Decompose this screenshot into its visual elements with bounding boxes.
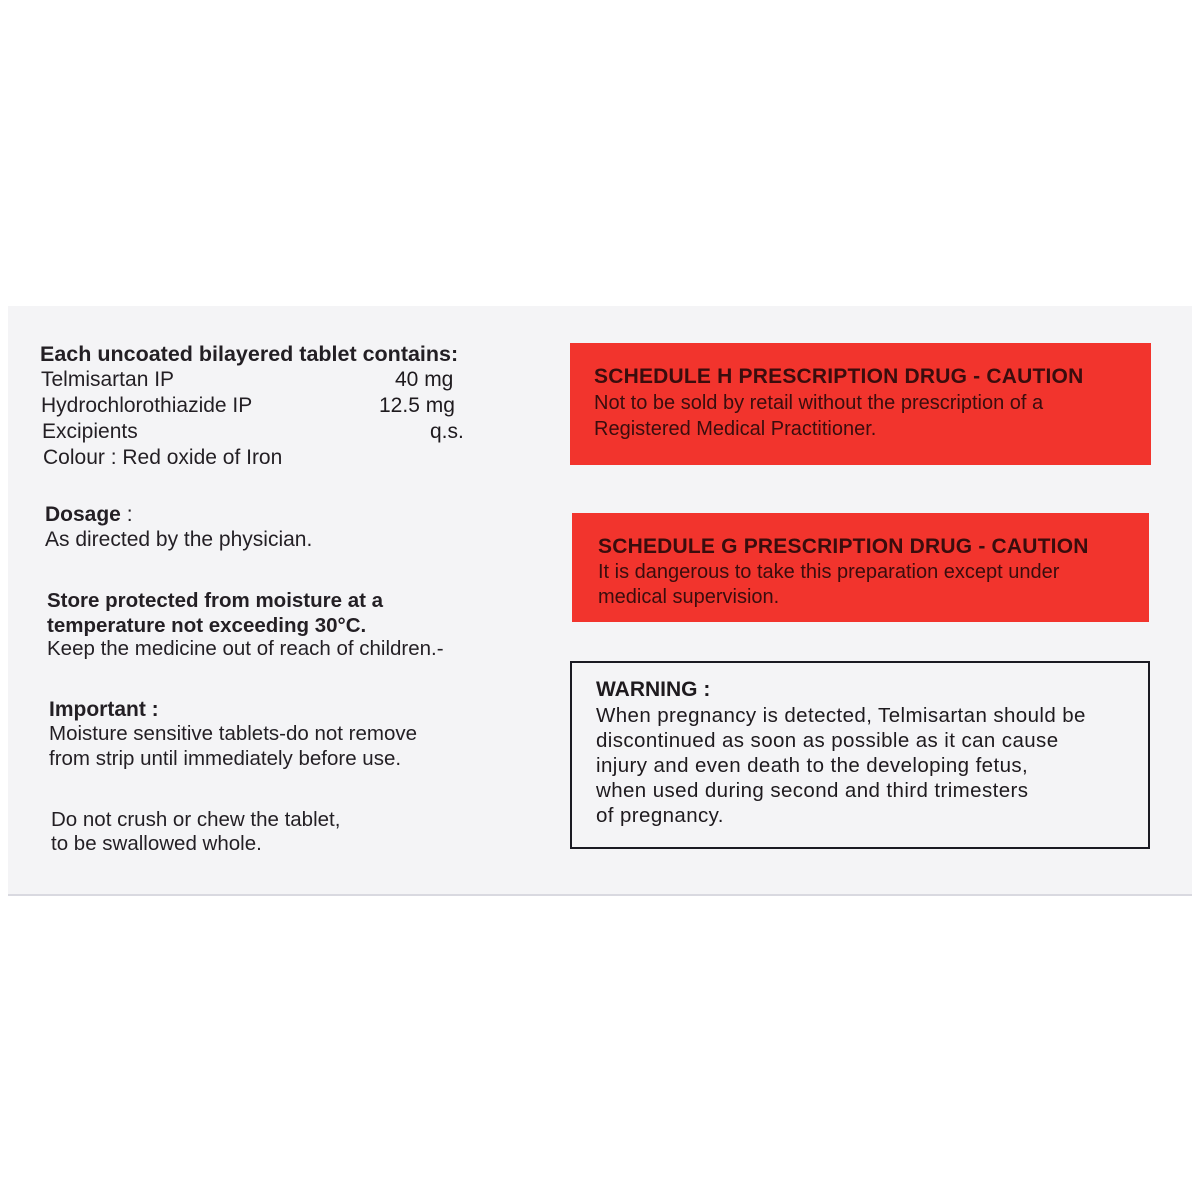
dosage-label-text: Dosage [45,503,121,526]
schedule-g-caution-box [572,513,1149,622]
storage-line-1: Store protected from moisture at a [47,589,384,612]
ingredient-amount: 40 mg [395,368,454,391]
warning-line: When pregnancy is detected, Telmisartan should be [596,704,1086,727]
warning-line: of pregnancy. [596,804,724,827]
warning-line: injury and even death to the developing fetus, [596,754,1029,777]
ingredient-amount: 12.5 mg [379,394,455,417]
schedule-g-line-1: It is dangerous to take this preparation except under [598,561,1060,583]
warning-title: WARNING : [596,678,711,701]
warning-line: when used during second and third trimesters [596,779,1029,802]
ingredient-amount: q.s. [430,420,464,443]
important-label: Important : [49,698,159,721]
schedule-h-title: SCHEDULE H PRESCRIPTION DRUG - CAUTION [594,365,1084,388]
pregnancy-warning-box [570,661,1150,849]
medicine-carton-panel [8,306,1192,896]
warning-line: discontinued as soon as possible as it can cause [596,729,1059,752]
ingredient-name: Hydrochlorothiazide IP [41,394,253,417]
schedule-h-line-1: Not to be sold by retail without the prescription of a [594,392,1044,414]
important-line-1: Moisture sensitive tablets-do not remove [49,722,418,745]
dosage-label [45,502,133,528]
schedule-h-caution-box [570,343,1151,465]
swallow-line-2: to be swallowed whole. [51,832,262,855]
storage-line-2: temperature not exceeding 30°C. [47,614,367,637]
swallow-line-1: Do not crush or chew the tablet, [51,808,341,831]
colour-note: Colour : Red oxide of Iron [43,446,283,469]
ingredient-name: Excipients [42,420,138,443]
schedule-g-line-2: medical supervision. [598,586,780,608]
ingredient-name: Telmisartan IP [41,368,175,391]
schedule-h-line-2: Registered Medical Practitioner. [594,418,877,440]
schedule-g-title: SCHEDULE G PRESCRIPTION DRUG - CAUTION [598,535,1089,558]
dosage-text: As directed by the physician. [45,528,313,551]
dosage-colon: : [126,503,133,526]
important-line-2: from strip until immediately before use. [49,747,402,770]
composition-heading: Each uncoated bilayered tablet contains: [40,342,459,366]
storage-note: Keep the medicine out of reach of children.- [47,637,444,660]
